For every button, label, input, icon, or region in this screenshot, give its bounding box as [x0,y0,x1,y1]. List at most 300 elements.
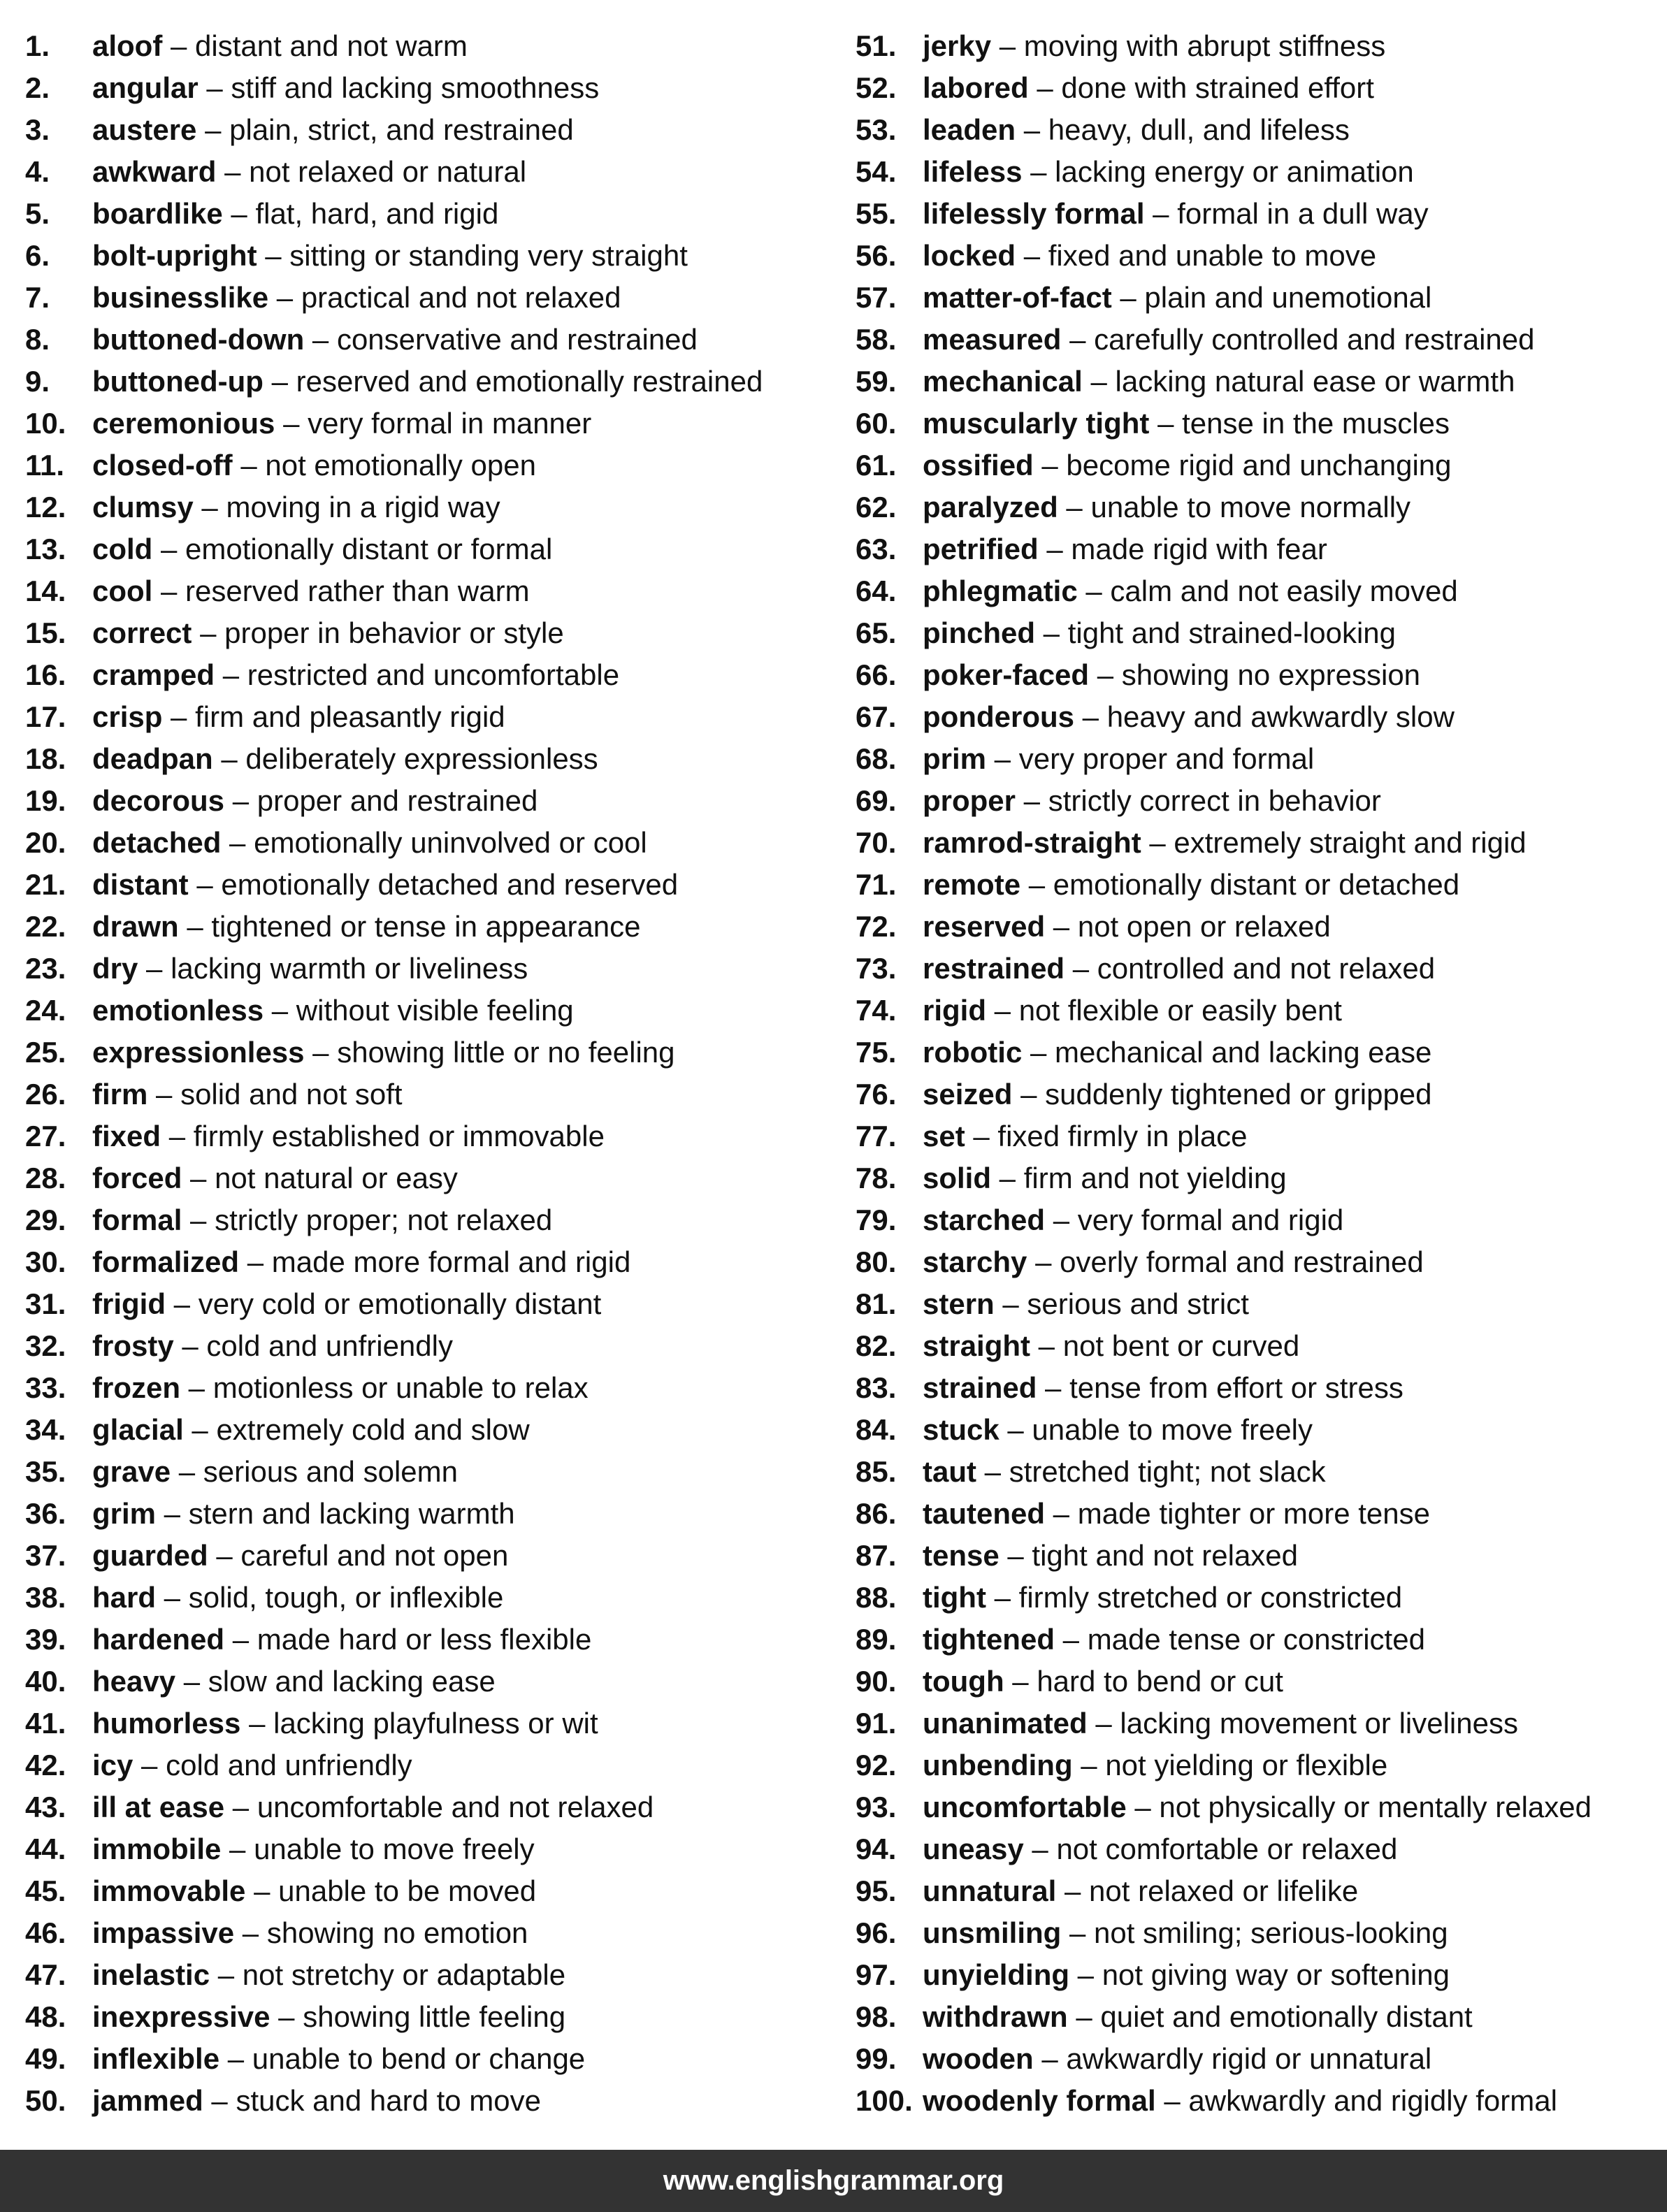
item-word: decorous [92,784,225,817]
list-item [25,780,850,822]
item-word: stern [923,1287,995,1320]
item-separator: – [1004,1665,1037,1698]
item-definition: proper and restrained [257,784,538,817]
item-definition: carefully controlled and restrained [1094,323,1535,356]
item-number: 6. [25,239,50,272]
item-separator: – [1027,1245,1060,1278]
list-item [25,738,850,780]
item-word: labored [923,71,1029,104]
item-separator: – [216,155,250,188]
item-text [923,1241,1424,1283]
list-item [25,1115,850,1157]
item-text [923,277,1431,319]
item-number: 64. [856,574,897,607]
item-word: petrified [923,533,1039,565]
item-separator: – [182,1162,215,1194]
item-definition: extremely straight and rigid [1174,826,1527,859]
item-number: 90. [856,1665,897,1698]
item-separator: – [264,994,296,1027]
item-text [92,1409,530,1451]
item-definition: not emotionally open [265,449,536,482]
item-word: starchy [923,1245,1027,1278]
item-text [923,319,1535,361]
item-word: drawn [92,910,179,943]
item-number: 67. [856,700,897,733]
item-word: humorless [92,1707,241,1740]
item-word: ramrod-straight [923,826,1141,859]
item-separator: – [1022,1036,1055,1069]
list-item [25,151,850,193]
item-definition: firmly established or immovable [193,1120,605,1152]
item-number: 36. [25,1497,66,1530]
item-separator: – [1016,113,1048,146]
item-word: locked [923,239,1016,272]
item-number: 91. [856,1707,897,1740]
item-word: ponderous [923,700,1074,733]
list-item [25,696,850,738]
item-text [92,277,621,319]
item-separator: – [275,407,308,440]
item-text [92,151,526,193]
item-separator: – [1067,2000,1101,2033]
list-item [25,1577,850,1619]
item-number: 18. [25,742,66,775]
item-word: straight [923,1329,1031,1362]
item-word: seized [923,1078,1013,1111]
item-definition: stiff and lacking smoothness [231,71,600,104]
item-text [92,109,574,151]
item-number: 93. [856,1791,897,1823]
list-item [25,1032,850,1074]
item-word: frigid [92,1287,166,1320]
item-number: 47. [25,1958,66,1991]
item-number: 68. [856,742,897,775]
item-number: 3. [25,113,50,146]
item-separator: – [1126,1791,1160,1823]
item-word: inexpressive [92,2000,270,2033]
item-definition: showing no emotion [266,1916,528,1949]
item-number: 34. [25,1413,66,1446]
list-item [856,1703,1659,1744]
list-item [25,570,850,612]
item-number: 45. [25,1874,66,1907]
list-item [856,780,1659,822]
item-separator: – [268,281,301,314]
item-definition: moving in a rigid way [226,491,500,523]
list-item [25,1870,850,1912]
item-word: grave [92,1455,171,1488]
item-text [923,780,1381,822]
item-separator: – [1016,784,1048,817]
item-text [92,25,468,67]
item-separator: – [986,1581,1019,1614]
item-definition: heavy, dull, and lifeless [1048,113,1350,146]
item-text [92,1744,412,1786]
item-text [92,822,647,864]
item-number: 92. [856,1749,897,1781]
list-item [25,990,850,1032]
item-definition: sitting or standing very straight [289,239,688,272]
item-separator: – [161,1120,194,1152]
item-text [92,1199,552,1241]
item-word: detached [92,826,222,859]
item-definition: plain, strict, and restrained [229,113,574,146]
item-word: lifeless [923,155,1023,188]
list-item [25,1661,850,1703]
item-word: woodenly formal [923,2084,1156,2117]
item-definition: calm and not easily moved [1110,574,1458,607]
item-word: frosty [92,1329,174,1362]
item-text [923,1535,1298,1577]
item-definition: deliberately expressionless [245,742,598,775]
item-text [92,906,641,948]
item-word: poker-faced [923,658,1090,691]
item-word: austere [92,113,197,146]
list-item [856,1786,1659,1828]
list-item [25,1074,850,1115]
item-separator: – [999,1413,1032,1446]
item-number: 29. [25,1203,66,1236]
item-word: formal [92,1203,182,1236]
item-text [923,2080,1557,2122]
item-text [92,780,537,822]
item-separator: – [240,1707,274,1740]
item-number: 49. [25,2042,66,2075]
list-item [25,235,850,277]
item-separator: – [198,71,231,104]
item-word: crisp [92,700,163,733]
item-word: immobile [92,1833,222,1865]
item-definition: emotionally distant or detached [1053,868,1460,901]
list-item [25,1786,850,1828]
item-text [923,1954,1450,1996]
item-definition: unable to bend or change [252,2042,586,2075]
item-separator: – [192,616,225,649]
item-separator: – [208,1539,241,1572]
item-text [923,1828,1397,1870]
item-number: 20. [25,826,66,859]
item-word: set [923,1120,965,1152]
list-item [856,1870,1659,1912]
item-definition: distant and not warm [195,29,468,62]
item-text [923,1703,1518,1744]
list-item [856,1661,1659,1703]
item-text [923,1074,1432,1115]
item-word: pinched [923,616,1036,649]
item-word: buttoned-down [92,323,305,356]
item-word: reserved [923,910,1046,943]
item-definition: firmly stretched or constricted [1018,1581,1403,1614]
list-item [856,2080,1659,2122]
item-separator: – [994,1287,1027,1320]
list-item [856,1409,1659,1451]
item-word: angular [92,71,199,104]
item-definition: emotionally distant or formal [185,533,553,565]
list-item [856,738,1659,780]
item-separator: – [1037,1371,1070,1404]
item-number: 51. [856,29,897,62]
item-text [923,1870,1358,1912]
list-item [25,1157,850,1199]
item-number: 41. [25,1707,66,1740]
item-definition: lacking playfulness or wit [273,1707,598,1740]
item-separator: – [219,2042,252,2075]
list-item [856,277,1659,319]
item-definition: very cold or emotionally distant [198,1287,602,1320]
list-item [856,361,1659,403]
item-word: uneasy [923,1833,1024,1865]
item-text [92,319,698,361]
item-separator: – [263,365,296,398]
list-item [25,277,850,319]
item-text [923,1786,1592,1828]
item-definition: solid and not soft [180,1078,403,1111]
item-number: 65. [856,616,897,649]
item-definition: overly formal and restrained [1060,1245,1424,1278]
item-word: cold [92,533,153,565]
item-word: wooden [923,2042,1034,2075]
item-definition: firm and not yielding [1023,1162,1287,1194]
item-word: leaden [923,113,1016,146]
item-number: 48. [25,2000,66,2033]
list-item [856,1744,1659,1786]
item-word: jammed [92,2084,203,2117]
item-text [92,193,498,235]
item-text [92,1325,453,1367]
list-item [856,1367,1659,1409]
item-text [923,1157,1287,1199]
item-separator: – [215,658,247,691]
item-word: unsmiling [923,1916,1062,1949]
item-text [92,1032,675,1074]
list-item [25,1535,850,1577]
item-definition: formal in a dull way [1177,197,1429,230]
item-definition: lacking warmth or liveliness [171,952,528,985]
item-word: solid [923,1162,992,1194]
item-text [92,1241,630,1283]
item-separator: – [133,1749,166,1781]
item-number: 75. [856,1036,897,1069]
item-separator: – [1155,2084,1189,2117]
item-text [923,1283,1249,1325]
item-word: ossified [923,449,1034,482]
item-separator: – [1056,1874,1090,1907]
item-separator: – [239,1245,272,1278]
item-word: boardlike [92,197,223,230]
list-item [856,1241,1659,1283]
item-text [92,990,574,1032]
item-definition: showing little feeling [303,2000,566,2033]
item-definition: not smiling; serious-looking [1094,1916,1448,1949]
item-number: 46. [25,1916,66,1949]
item-text [923,906,1331,948]
item-separator: – [224,1623,257,1656]
list-item [856,319,1659,361]
item-definition: tight and strained-looking [1067,616,1397,649]
item-word: closed-off [92,449,233,482]
item-separator: – [1045,1497,1078,1530]
item-definition: firm and pleasantly rigid [195,700,505,733]
item-text [923,1996,1473,2038]
list-item [25,444,850,486]
item-separator: – [245,1874,279,1907]
item-number: 61. [856,449,897,482]
list-item [856,948,1659,990]
item-number: 80. [856,1245,897,1278]
item-text [923,570,1458,612]
item-text [92,1703,598,1744]
item-number: 23. [25,952,66,985]
list-item [856,906,1659,948]
item-word: dry [92,952,138,985]
item-separator: – [138,952,171,985]
item-separator: – [162,700,196,733]
item-definition: lacking movement or liveliness [1120,1707,1518,1740]
item-separator: – [152,533,186,565]
item-definition: hard to bend or cut [1037,1665,1283,1698]
item-word: clumsy [92,491,194,523]
item-number: 62. [856,491,897,523]
item-number: 71. [856,868,897,901]
item-definition: proper in behavior or style [224,616,564,649]
item-text [92,2080,541,2122]
item-text [923,696,1455,738]
item-definition: unable to move freely [1032,1413,1313,1446]
item-number: 88. [856,1581,897,1614]
item-definition: motionless or unable to relax [212,1371,589,1404]
item-word: formalized [92,1245,240,1278]
item-definition: solid, tough, or inflexible [188,1581,504,1614]
list-item [856,1912,1659,1954]
item-definition: not yielding or flexible [1105,1749,1388,1781]
item-separator: – [1141,826,1174,859]
item-word: robotic [923,1036,1023,1069]
list-item [856,1577,1659,1619]
item-number: 12. [25,491,66,523]
item-word: immovable [92,1874,246,1907]
item-number: 55. [856,197,897,230]
item-text [923,25,1385,67]
item-text [923,1577,1402,1619]
item-word: businesslike [92,281,269,314]
item-number: 100. [856,2084,913,2117]
item-text [92,444,536,486]
item-separator: – [991,29,1024,62]
item-separator: – [1058,491,1091,523]
item-word: glacial [92,1413,184,1446]
list-item [25,864,850,906]
item-word: hardened [92,1623,225,1656]
list-item [25,948,850,990]
item-definition: serious and solemn [203,1455,458,1488]
item-number: 59. [856,365,897,398]
item-word: frozen [92,1371,180,1404]
item-number: 78. [856,1162,897,1194]
item-number: 82. [856,1329,897,1362]
list-item [25,1996,850,2038]
item-definition: controlled and not relaxed [1097,952,1436,985]
item-text [923,1493,1430,1535]
item-text [92,2038,585,2080]
item-separator: – [152,574,186,607]
item-separator: – [1082,365,1116,398]
item-word: strained [923,1371,1037,1404]
item-definition: suddenly tightened or gripped [1045,1078,1432,1111]
item-definition: awkwardly and rigidly formal [1188,2084,1557,2117]
item-number: 40. [25,1665,66,1698]
list-item [856,864,1659,906]
item-word: hard [92,1581,157,1614]
item-word: measured [923,323,1062,356]
item-word: tough [923,1665,1004,1698]
item-number: 99. [856,2042,897,2075]
item-separator: – [212,742,246,775]
item-separator: – [210,1958,243,1991]
item-word: icy [92,1749,133,1781]
item-word: phlegmatic [923,574,1078,607]
list-item [856,1828,1659,1870]
list-item [25,109,850,151]
item-number: 86. [856,1497,897,1530]
item-text [92,67,599,109]
item-definition: very formal in manner [308,407,592,440]
item-definition: awkwardly rigid or unnatural [1066,2042,1432,2075]
item-separator: – [1089,658,1122,691]
item-number: 33. [25,1371,66,1404]
item-definition: fixed firmly in place [997,1120,1248,1152]
item-text [92,361,763,403]
item-text [92,570,530,612]
item-text [92,1074,403,1115]
item-separator: – [1016,239,1048,272]
item-word: heavy [92,1665,176,1698]
item-separator: – [1033,2042,1067,2075]
item-text [923,2038,1431,2080]
item-number: 31. [25,1287,66,1320]
item-number: 27. [25,1120,66,1152]
item-word: tightened [923,1623,1055,1656]
list-item [25,1493,850,1535]
item-text [923,444,1452,486]
item-separator: – [224,784,257,817]
item-word: unnatural [923,1874,1057,1907]
item-word: impassive [92,1916,235,1949]
item-definition: uncomfortable and not relaxed [257,1791,654,1823]
item-number: 72. [856,910,897,943]
item-text [923,1661,1283,1703]
item-word: rigid [923,994,986,1027]
item-definition: serious and strict [1027,1287,1249,1320]
item-text [92,948,528,990]
list-item [856,1199,1659,1241]
item-number: 2. [25,71,50,104]
item-word: firm [92,1078,148,1111]
item-definition: not giving way or softening [1102,1958,1450,1991]
list-item [856,2038,1659,2080]
item-number: 14. [25,574,66,607]
item-definition: reserved rather than warm [185,574,530,607]
item-text [92,235,688,277]
item-separator: – [1023,1833,1057,1865]
item-definition: stern and lacking warmth [188,1497,515,1530]
list-item [25,1619,850,1661]
item-text [923,528,1327,570]
item-definition: become rigid and unchanging [1066,449,1452,482]
item-text [923,1409,1313,1451]
item-word: inelastic [92,1958,210,1991]
item-number: 17. [25,700,66,733]
item-number: 66. [856,658,897,691]
